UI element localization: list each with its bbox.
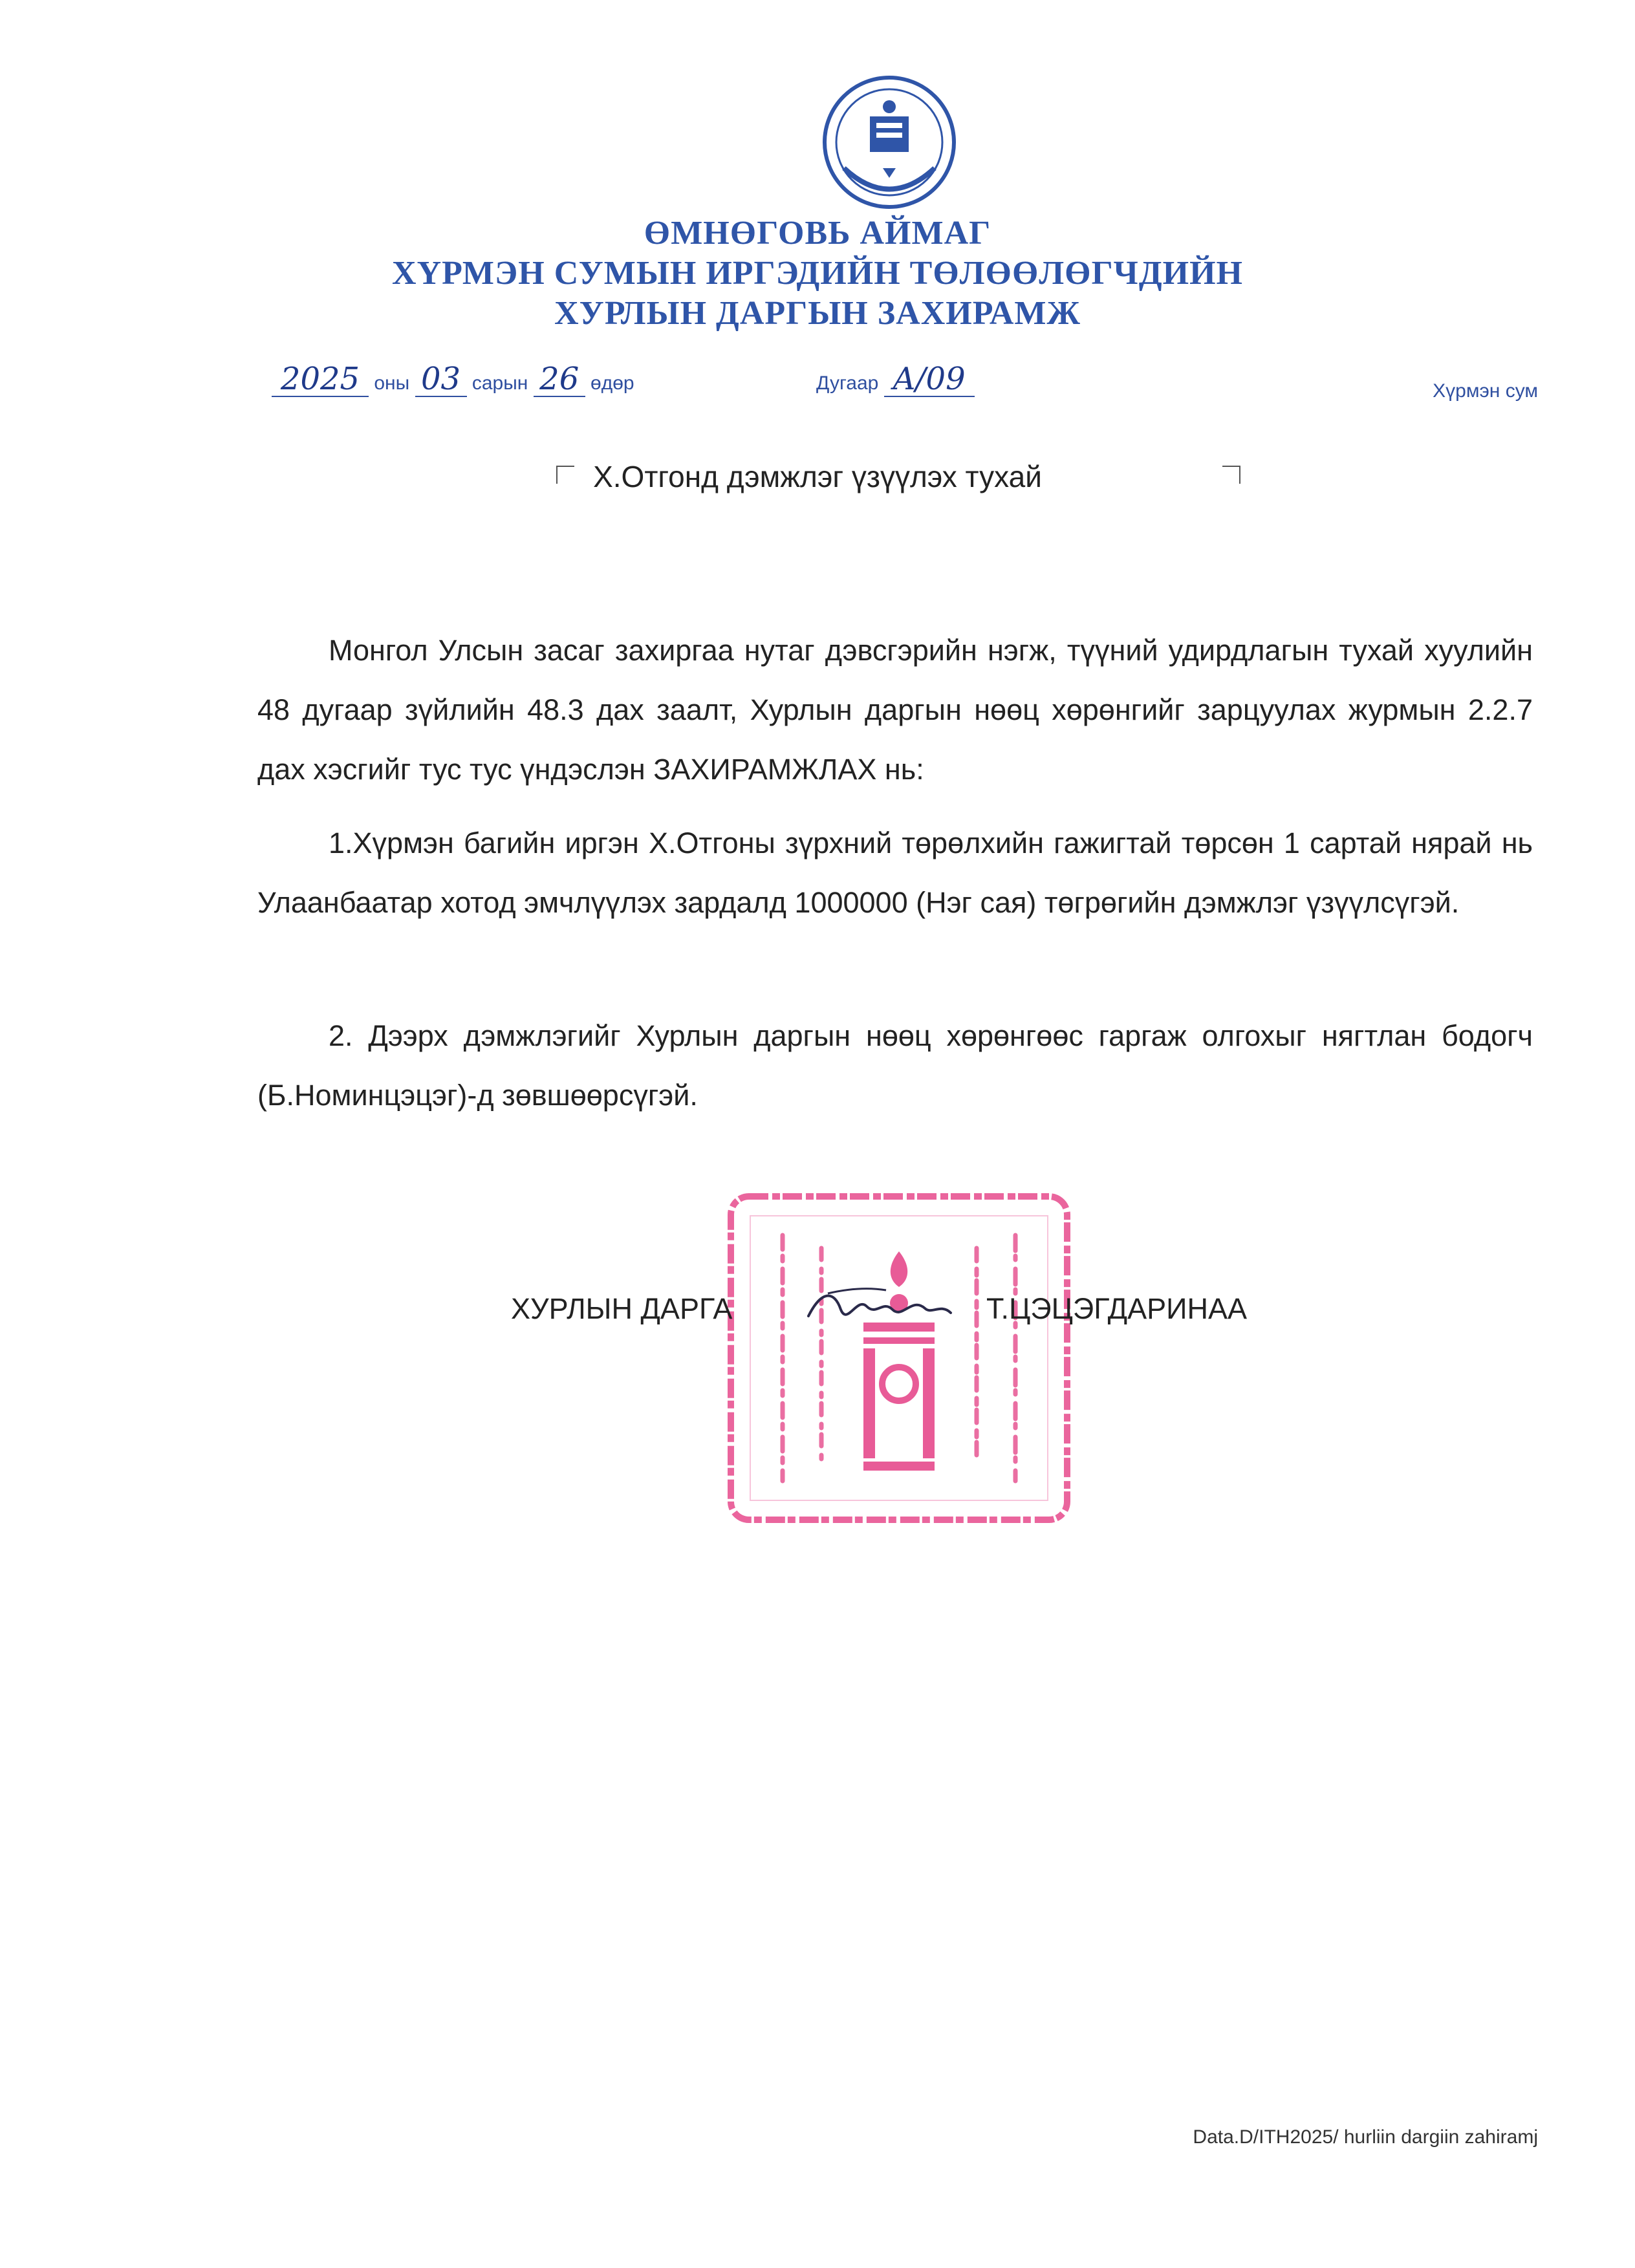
document-subject: Х.Отгонд дэмжлэг үзүүлэх тухай — [593, 460, 1042, 493]
date-month-label: сарын — [471, 373, 528, 394]
header-order-title: ХУРЛЫН ДАРГЫН ЗАХИРАМЖ — [554, 295, 1081, 332]
body-intro — [257, 621, 1533, 799]
date-line — [272, 362, 634, 397]
place-name: Хүрмэн сум — [1433, 380, 1538, 402]
body-item-2 — [257, 1006, 1533, 1125]
state-emblem-icon — [818, 71, 960, 213]
handwritten-signature — [802, 1277, 957, 1335]
order-number: A/09 — [884, 362, 975, 397]
order-number-label: Дугаар — [816, 373, 879, 394]
body-item-2-text: 2. Дээрх дэмжлэгийг Хурлын даргын нөөц хөрөнгөөс гаргаж олгохыг нягтлан бодогч (Б.Номинцэцэг)-д зөвшөөрсүгэй. — [257, 1019, 1533, 1112]
date-day: 26 — [534, 362, 585, 397]
date-year-label: оны — [374, 373, 410, 394]
official-seal-stamp — [724, 1190, 1074, 1526]
body-item-1-text: 1.Хүрмэн багийн иргэн Х.Отгоны зүрхний төрөлхийн гажигтай төрсөн 1 сартай нярай нь Улаанбаатар хотод эмчлүүлэх зардалд 1000000 (Нэг сая) төгрөгийн дэмжлэг үзүүлсүгэй. — [257, 826, 1533, 919]
order-number-line — [816, 362, 975, 397]
header-aimag: ӨМНӨГОВЬ АЙМАГ — [644, 215, 991, 252]
date-year: 2025 — [272, 362, 369, 397]
signatory-name: Т.ЦЭЦЭГДАРИНАА — [986, 1292, 1248, 1325]
document-header — [0, 213, 1635, 334]
header-council: ХҮРМЭН СУМЫН ИРГЭДИЙН ТӨЛӨӨЛӨГЧДИЙН — [392, 255, 1243, 292]
date-day-label: өдөр — [590, 373, 634, 394]
body-intro-text: Монгол Улсын засаг захиргаа нутаг дэвсгэрийн нэгж, түүний удирдлагын тухай хуулийн 48 дугаар зүйлийн 48.3 дах заалт, Хурлын даргын нөөц хөрөнгийг зарцуулах журмын 2.2.7 дах хэсгийг тус тус үндэслэн ЗАХИРАМЖЛАХ нь: — [257, 634, 1533, 786]
file-reference: Data.D/ITH2025/ hurliin dargiin zahiramj — [1193, 2126, 1538, 2148]
signatory-title: ХУРЛЫН ДАРГА — [511, 1292, 733, 1325]
body-item-1 — [257, 814, 1533, 933]
date-month: 03 — [415, 362, 467, 397]
